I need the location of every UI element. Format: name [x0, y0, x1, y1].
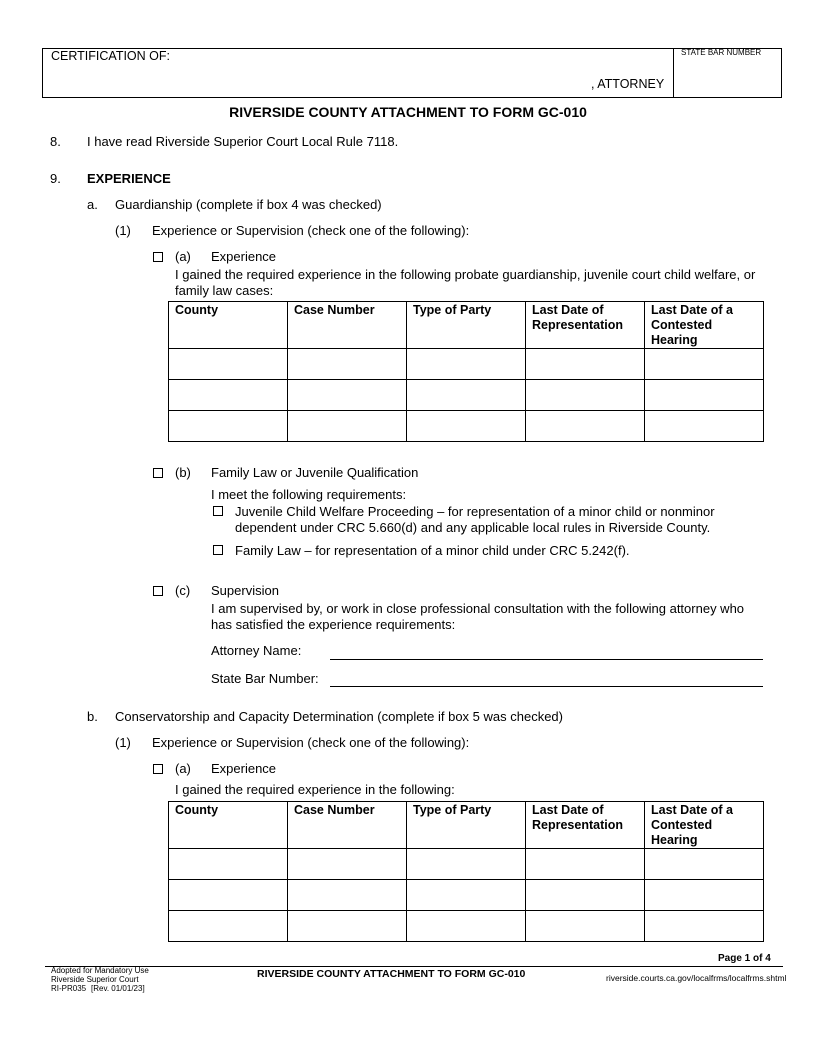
attorney-name-field[interactable]: [330, 659, 763, 660]
col-header-type-of-party: Type of Party: [407, 302, 526, 349]
revision-date: [Rev. 01/01/23]: [91, 984, 145, 993]
table-cell[interactable]: [407, 411, 526, 442]
juvenile-child-welfare-checkbox[interactable]: [213, 506, 223, 516]
table-cell[interactable]: [169, 849, 288, 880]
form-id: RI-PR035: [51, 984, 87, 993]
col-header-county: County: [169, 802, 288, 849]
col-header-last-date-contested-hearing: Last Date of a Contested Hearing: [645, 302, 764, 349]
requirement-1-line1: Juvenile Child Welfare Proceeding – for representation of a minor child or nonminor: [235, 504, 715, 519]
table-row: [169, 849, 764, 880]
table-cell[interactable]: [407, 911, 526, 942]
section-b-option-a-title: Experience: [211, 761, 277, 776]
table-cell[interactable]: [169, 880, 288, 911]
table-cell[interactable]: [645, 911, 764, 942]
table-cell[interactable]: [526, 880, 645, 911]
option-c-title: Supervision: [211, 583, 279, 598]
attorney-name-label: Attorney Name:: [211, 643, 302, 658]
table-row: [169, 380, 764, 411]
option-a-desc-line2: family law cases:: [175, 283, 274, 298]
option-a-title: Experience: [211, 249, 277, 264]
col-header-type-of-party: Type of Party: [407, 802, 526, 849]
table-cell[interactable]: [645, 411, 764, 442]
family-law-qualification-checkbox[interactable]: [153, 468, 163, 478]
adopted-line1: Adopted for Mandatory Use: [51, 966, 149, 975]
table-cell[interactable]: [645, 849, 764, 880]
state-bar-number-field-label: State Bar Number:: [211, 671, 319, 686]
table-cell[interactable]: [288, 880, 407, 911]
col-header-last-date-representation: Last Date of Representation: [526, 802, 645, 849]
state-bar-number-field[interactable]: [330, 686, 763, 687]
section-b-option-a-letter: (a): [175, 761, 191, 776]
section-a-letter: a.: [87, 197, 98, 212]
table-cell[interactable]: [526, 349, 645, 380]
table-cell[interactable]: [288, 911, 407, 942]
option-b-title: Family Law or Juvenile Qualification: [211, 465, 419, 480]
table-cell[interactable]: [526, 911, 645, 942]
option-b-intro: I meet the following requirements:: [211, 487, 407, 502]
state-bar-number-label: STATE BAR NUMBER: [681, 48, 762, 57]
footer-title: RIVERSIDE COUNTY ATTACHMENT TO FORM GC-010: [257, 968, 526, 980]
table-cell[interactable]: [288, 411, 407, 442]
header-divider: [673, 49, 674, 97]
table-cell[interactable]: [288, 380, 407, 411]
table-cell[interactable]: [169, 411, 288, 442]
table-header-row: [169, 802, 764, 849]
certification-label: CERTIFICATION OF:: [51, 49, 170, 63]
col-header-last-date-contested-hearing: Last Date of a Contested Hearing: [645, 802, 764, 849]
item-8-number: 8.: [50, 134, 61, 149]
table-cell[interactable]: [645, 380, 764, 411]
col-header-last-date-representation: Last Date of Representation: [526, 302, 645, 349]
table-row: [169, 349, 764, 380]
section-b-sub1-number: (1): [115, 735, 131, 750]
table-cell[interactable]: [169, 349, 288, 380]
table-header-row: [169, 302, 764, 349]
option-c-letter: (c): [175, 583, 191, 598]
table-cell[interactable]: [288, 349, 407, 380]
table-cell[interactable]: [169, 380, 288, 411]
experience-heading: EXPERIENCE: [87, 171, 171, 186]
requirement-1-line2: dependent under CRC 5.660(d) and any applicable local rules in Riverside County.: [235, 520, 711, 535]
option-a-letter: (a): [175, 249, 191, 264]
conservatorship-experience-table: [168, 801, 764, 942]
guardianship-experience-table: [168, 301, 764, 442]
table-cell[interactable]: [526, 411, 645, 442]
adopted-line2: Riverside Superior Court: [51, 975, 139, 984]
page-number: Page 1 of 4: [718, 953, 771, 964]
guardianship-experience-checkbox[interactable]: [153, 252, 163, 262]
table-cell[interactable]: [288, 849, 407, 880]
section-a-sub1-text: Experience or Supervision (check one of the following):: [152, 223, 470, 238]
conservatorship-experience-checkbox[interactable]: [153, 764, 163, 774]
col-header-case-number: Case Number: [288, 302, 407, 349]
header-box: [42, 48, 782, 98]
family-law-checkbox[interactable]: [213, 545, 223, 555]
table-row: [169, 911, 764, 942]
attorney-label: , ATTORNEY: [591, 77, 665, 91]
option-b-letter: (b): [175, 465, 191, 480]
section-b-option-a-desc: I gained the required experience in the following:: [175, 782, 455, 797]
col-header-county: County: [169, 302, 288, 349]
table-cell[interactable]: [407, 849, 526, 880]
table-cell[interactable]: [407, 349, 526, 380]
table-cell[interactable]: [407, 880, 526, 911]
table-cell[interactable]: [645, 880, 764, 911]
col-header-case-number: Case Number: [288, 802, 407, 849]
option-c-desc-line1: I am supervised by, or work in close professional consultation with the following attorney who: [211, 601, 745, 616]
table-cell[interactable]: [526, 380, 645, 411]
table-row: [169, 880, 764, 911]
section-b-sub1-text: Experience or Supervision (check one of the following):: [152, 735, 470, 750]
table-row: [169, 411, 764, 442]
table-cell[interactable]: [407, 380, 526, 411]
table-cell[interactable]: [526, 849, 645, 880]
table-cell[interactable]: [645, 349, 764, 380]
requirement-2: Family Law – for representation of a minor child under CRC 5.242(f).: [235, 543, 630, 558]
item-8-text: I have read Riverside Superior Court Local Rule 7118.: [87, 134, 399, 149]
table-cell[interactable]: [169, 911, 288, 942]
item-9-number: 9.: [50, 171, 61, 186]
option-c-desc-line2: has satisfied the experience requirements:: [211, 617, 456, 632]
supervision-checkbox[interactable]: [153, 586, 163, 596]
section-a-title: Guardianship (complete if box 4 was checked): [115, 197, 382, 212]
section-b-letter: b.: [87, 709, 98, 724]
footer-rule: [45, 966, 783, 967]
form-title: RIVERSIDE COUNTY ATTACHMENT TO FORM GC-010: [229, 104, 587, 120]
footer-url[interactable]: riverside.courts.ca.gov/localfrms/localfrms.shtml: [606, 973, 787, 983]
section-b-title: Conservatorship and Capacity Determination (complete if box 5 was checked): [115, 709, 563, 724]
section-a-sub1-number: (1): [115, 223, 131, 238]
option-a-desc-line1: I gained the required experience in the following probate guardianship, juvenile court child welfare, or: [175, 267, 756, 282]
